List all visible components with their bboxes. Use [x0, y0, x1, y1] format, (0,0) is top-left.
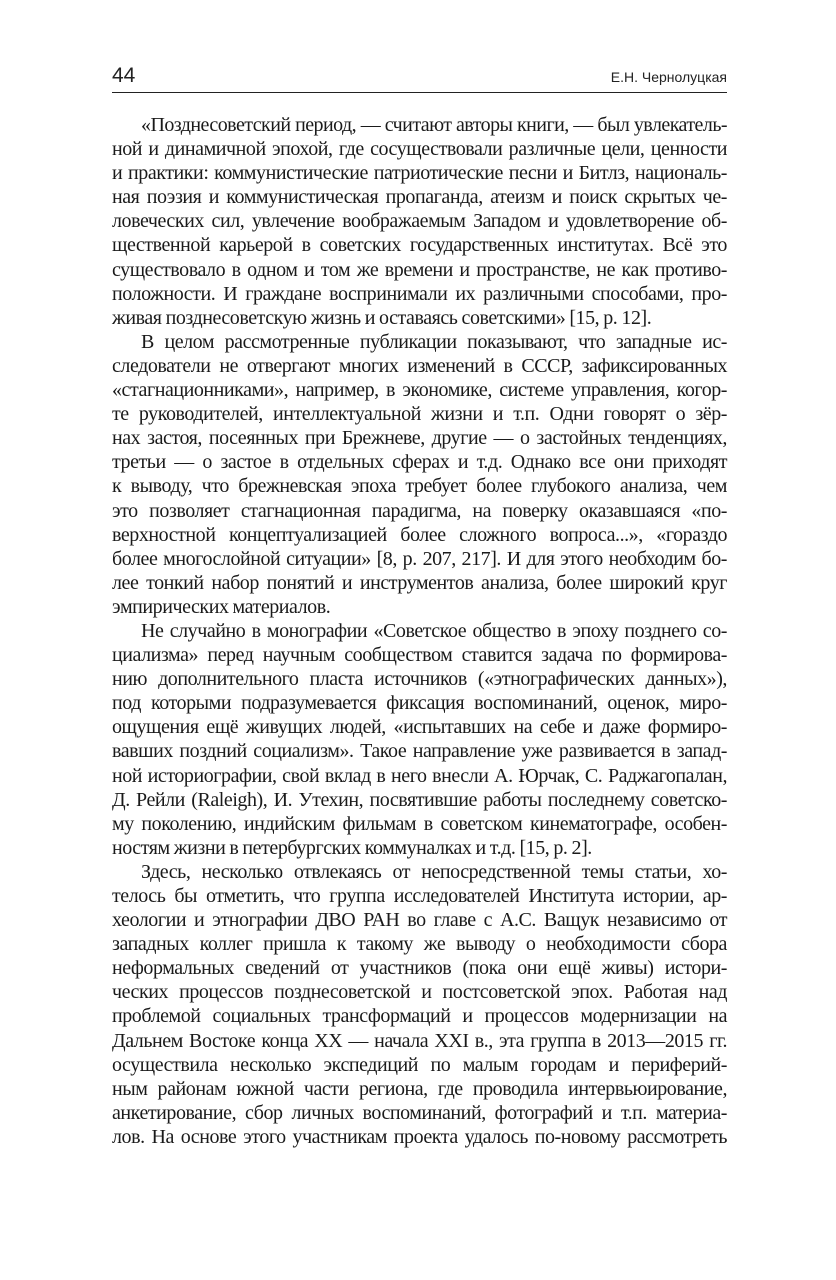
text-line: хеологии и этнографии ДВО РАН во главе с А.С. Ващук независимо от	[112, 909, 727, 932]
text-line: те руководителей, интеллектуальной жизни и т.п. Одни говорят о зёр-	[112, 403, 727, 426]
text-line: нию дополнительного пласта источников («этнографических данных»),	[112, 668, 727, 691]
text-line: ловеческих сил, увлечение воображаемым Западом и удовлетворение об-	[112, 210, 727, 233]
text-line: западных коллег пришла к такому же выводу о необходимости сбора	[112, 933, 727, 956]
text-line: вавших поздний социализм». Такое направление уже развивается в запад-	[112, 740, 727, 763]
text-line: «стагнационниками», например, в экономике, системе управления, когор-	[112, 379, 727, 402]
page-number: 44	[112, 64, 136, 87]
text-line: верхностной концептуализацией более сложного вопроса...», «гораздо	[112, 523, 727, 546]
text-line: телось бы отметить, что группа исследователей Института истории, ар-	[112, 885, 727, 907]
text-line: ная поэзия и коммунистическая пропаганда, атеизм и поиск скрытых че-	[112, 186, 727, 209]
text-line: под которыми подразумевается фиксация воспоминаний, оценок, миро-	[112, 692, 727, 715]
text-line: Не случайно в монографии «Советское общество в эпоху позднего со-	[141, 619, 727, 642]
text-line: эмпирических материалов.	[112, 595, 331, 618]
text-line: лов. На основе этого участникам проекта удалось по-новому рассмотреть	[112, 1125, 727, 1148]
text-line: ной и динамичной эпохой, где сосуществовали различные цели, ценности	[112, 138, 727, 161]
text-line: проблемой социальных трансформаций и процессов модернизации на	[112, 1005, 727, 1028]
text-line: Дальнем Востоке конца XX — начала XXI в., эта группа в 2013—2015 гг.	[112, 1029, 727, 1052]
text-line: ощущения ещё живущих людей, «испытавших на себе и даже формиро-	[112, 716, 727, 739]
text-line: третьи — о застое в отдельных сферах и т.д. Однако все они приходят	[112, 451, 727, 474]
paragraph-1	[112, 113, 727, 330]
running-head-author: Е.Н. Чернолуцкая	[610, 69, 727, 85]
text-line: Д. Рейли (Raleigh), И. Утехин, посвятившие работы последнему советско-	[112, 788, 727, 811]
text-line: осуществила несколько экспедиций по малым городам и периферий-	[112, 1053, 727, 1076]
paragraph-3	[112, 619, 727, 860]
text-line: му поколению, индийским фильмам в советском кинематографе, особен-	[112, 812, 727, 835]
text-line: Здесь, несколько отвлекаясь от непосредственной темы статьи, хо-	[141, 860, 727, 883]
paragraph-4	[112, 860, 727, 1149]
text-line: следователи не отвергают многих изменений в СССР, зафиксированных	[112, 354, 727, 377]
text-line: ностям жизни в петербургских коммуналках и т.д. [15, p. 2].	[112, 836, 592, 859]
text-line: и практики: коммунистические патриотические песни и Битлз, националь-	[112, 162, 727, 185]
text-line: В целом рассмотренные публикации показывают, что западные ис-	[141, 330, 727, 353]
text-line: существовало в одном и том же времени и пространстве, не как противо-	[112, 258, 727, 281]
running-head	[112, 60, 727, 93]
text-line: нах застоя, посеянных при Брежневе, другие — о застойных тенденциях,	[112, 427, 727, 450]
text-line: щественной карьерой в советских государственных институтах. Всё это	[112, 234, 727, 257]
paragraph-2	[112, 330, 727, 619]
text-line: живая позднесоветскую жизнь и оставаясь советскими» [15, p. 12].	[112, 306, 652, 329]
text-line: неформальных сведений от участников (пока они ещё живы) истори-	[112, 957, 727, 980]
text-line: «Позднесоветский период, — считают авторы книги, — был увлекатель-	[141, 114, 727, 136]
text-line: ной историографии, свой вклад в него внесли А. Юрчак, С. Раджагопалан,	[112, 764, 727, 787]
body-text	[112, 113, 727, 1149]
text-line: к выводу, что брежневская эпоха требует более глубокого анализа, чем	[112, 475, 727, 498]
text-line: анкетирование, сбор личных воспоминаний, фотографий и т.п. материа-	[112, 1101, 727, 1124]
text-line: положности. И граждане воспринимали их различными способами, про-	[112, 282, 727, 305]
text-line: ческих процессов позднесоветской и постсоветской эпох. Работая над	[112, 981, 727, 1004]
text-line: лее тонкий набор понятий и инструментов анализа, более широкий круг	[112, 571, 727, 594]
text-line: более многослойной ситуации» [8, p. 207, 217]. И для этого необходим бо-	[112, 547, 727, 570]
text-line: циализма» перед научным сообществом ставится задача по формирова-	[112, 644, 727, 667]
text-line: это позволяет стагнационная парадигма, на поверку оказавшаяся «по-	[112, 499, 727, 522]
text-line: ным районам южной части региона, где проводила интервьюирование,	[112, 1077, 727, 1100]
